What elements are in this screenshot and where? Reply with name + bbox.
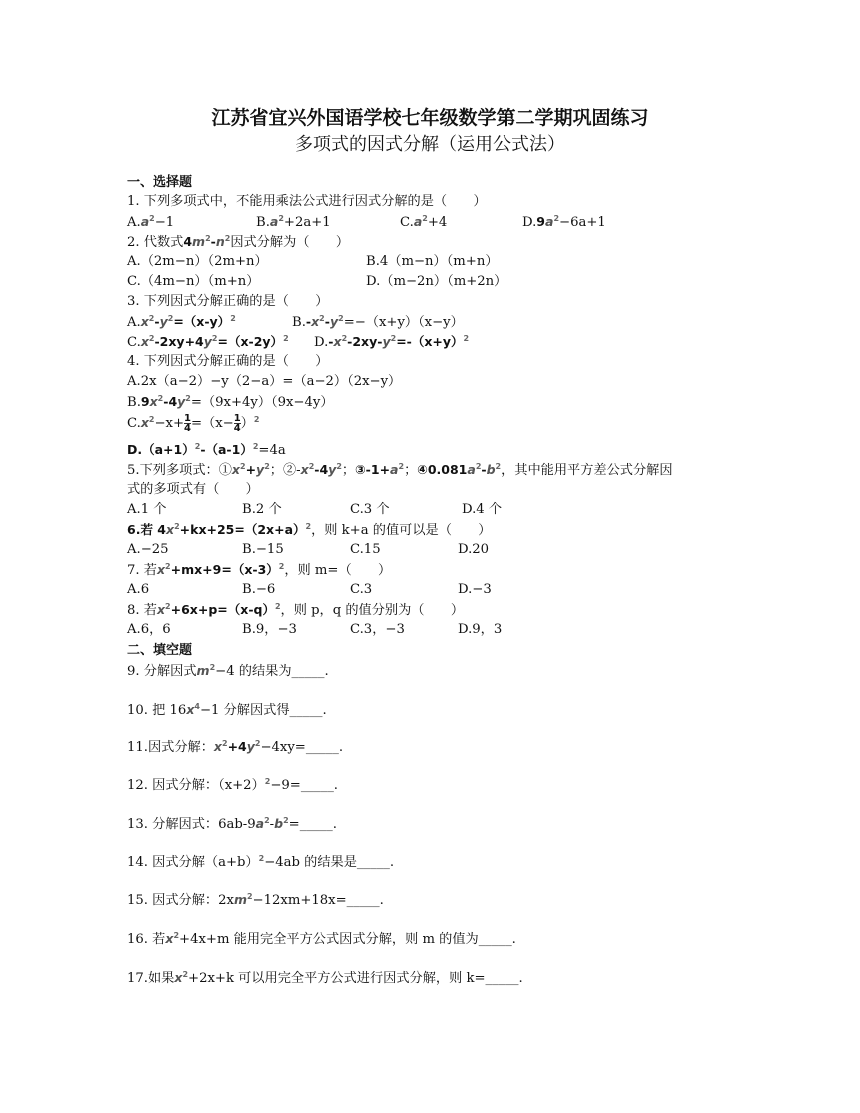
page-subtitle: 多项式的因式分解（运用公式法）	[295, 134, 565, 155]
q6-option-a: A.−25	[127, 542, 169, 557]
q6-option-c: C.15	[350, 542, 381, 557]
q6-option-d: D.20	[458, 542, 490, 557]
q8-option-a: A.6，6	[127, 622, 171, 637]
section-choice-heading: 一、选择题	[127, 175, 193, 190]
question-10: 10. 把 $16x^4-1$ 分解因式得_____.	[127, 701, 327, 718]
q2-option-d: D.（m−2n）（m+2n）	[366, 274, 508, 289]
q1-option-a: $A.a^2-1$	[127, 213, 175, 230]
question-3-stem: 3. 下列因式分解正确的是（ ）	[127, 294, 329, 309]
q7-option-a: A.6	[127, 582, 150, 597]
q8-option-d: D.9，3	[458, 622, 503, 637]
q2-option-a: A.（2m−n）（2m+n）	[127, 254, 268, 269]
section-fill-heading: 二、填空题	[127, 643, 193, 658]
q5-option-c: C.3 个	[350, 502, 390, 517]
q1-option-d: $D.9a^2-6a+1$	[522, 213, 606, 230]
question-12: 12. 因式分解：$(x+2)^2-9=\_\_\_\_\_$.	[127, 776, 338, 793]
q5-option-d: D.4 个	[462, 502, 503, 517]
q7-option-c: C.3	[350, 582, 373, 597]
question-9: 9. 分解因式$m^2-4$ 的结果为_____.	[127, 662, 329, 679]
q3-option-a: $A.x^2-y^2=(x-y)^2$	[127, 313, 236, 330]
q7-option-d: D.−3	[458, 582, 492, 597]
question-6-stem: 6.若 $4x^2+kx+25=(2x+a)^2$，则 k+a 的值可以是（ ）	[127, 521, 492, 538]
q2-option-b: B.4（m−n）（m+n）	[366, 254, 499, 269]
q5-option-a: A.1 个	[127, 502, 167, 517]
question-7-stem: 7. 若$x^2+mx+9=(x-3)^2$，则 m=（ ）	[127, 561, 392, 578]
question-8-stem: 8. 若$x^2+6x+p=(x-q)^2$，则 p，q 的值分别为（ ）	[127, 601, 465, 618]
question-14: 14. 因式分解$(a+b)^2-4ab$ 的结果是_____.	[127, 853, 395, 870]
question-5-stem-cont: 式的多项式有（ ）	[127, 482, 259, 497]
q2-option-c: C.（4m−n）（m+n）	[127, 274, 260, 289]
question-5-stem: 5.下列多项式：$①x^2+y^2$；$②-x^2-4y^2$；$③-1+a^2$；$④0.081a^2-b^2$，其中能用平方差公式分解因	[127, 461, 673, 478]
q8-option-c: C.3，−3	[350, 622, 405, 637]
q4-option-a: A.2x（a−2）−y（2−a）=（a−2）（2x−y）	[127, 374, 402, 389]
q3-option-b: $B.-x^2-y^2=-(x+y)(x-y)$	[292, 313, 464, 330]
q3-option-d: $D.-x^2-2xy-y^2=-(x+y)^2$	[314, 333, 470, 350]
question-11: 11.因式分解：$x^2+4y^2-4xy=\_\_\_\_\_$.	[127, 738, 344, 755]
question-4-stem: 4. 下列因式分解正确的是（ ）	[127, 354, 329, 369]
page-title: 江苏省宜兴外国语学校七年级数学第二学期巩固练习	[211, 107, 649, 129]
q6-option-b: B.−15	[242, 542, 284, 557]
question-15: 15. 因式分解：$2xm^2-12xm+18x=\_\_\_\_\_$.	[127, 891, 384, 908]
question-13: 13. 分解因式：$6ab-9a^2-b^2=\_\_\_\_\_$.	[127, 815, 337, 832]
q5-option-b: B.2 个	[242, 502, 282, 517]
q4-option-b: $B.9x^2-4y^2=(9x+4y)(9x-4y)$	[127, 393, 334, 410]
question-2-stem: 2. 代数式$4m^2-n^2$因式分解为（ ）	[127, 233, 350, 250]
q3-option-c: $C.x^2-2xy+4y^2=(x-2y)^2$	[127, 333, 289, 350]
q4-option-d: $D.(a+1)^2-(a-1)^2=4a$	[127, 441, 286, 458]
q7-option-b: B.−6	[242, 582, 276, 597]
question-1-stem: 1. 下列多项式中，不能用乘法公式进行因式分解的是（ ）	[127, 194, 487, 209]
q1-option-b: $B.a^2+2a+1$	[256, 213, 331, 230]
q1-option-c: $C.a^2+4$	[400, 213, 448, 230]
question-17: 17.如果$x^2+2x+k$ 可以用完全平方公式进行因式分解，则 k=_____.	[127, 969, 523, 986]
q4-option-c: $C.x^2-x+$ $\frac{1}{4}$ =（x− $\frac{1}{4}$ ）$^2$	[127, 413, 260, 434]
question-16: 16. 若$x^2+4x+m$ 能用完全平方公式因式分解，则 m 的值为_____.	[127, 930, 516, 947]
q8-option-b: B.9，−3	[242, 622, 297, 637]
